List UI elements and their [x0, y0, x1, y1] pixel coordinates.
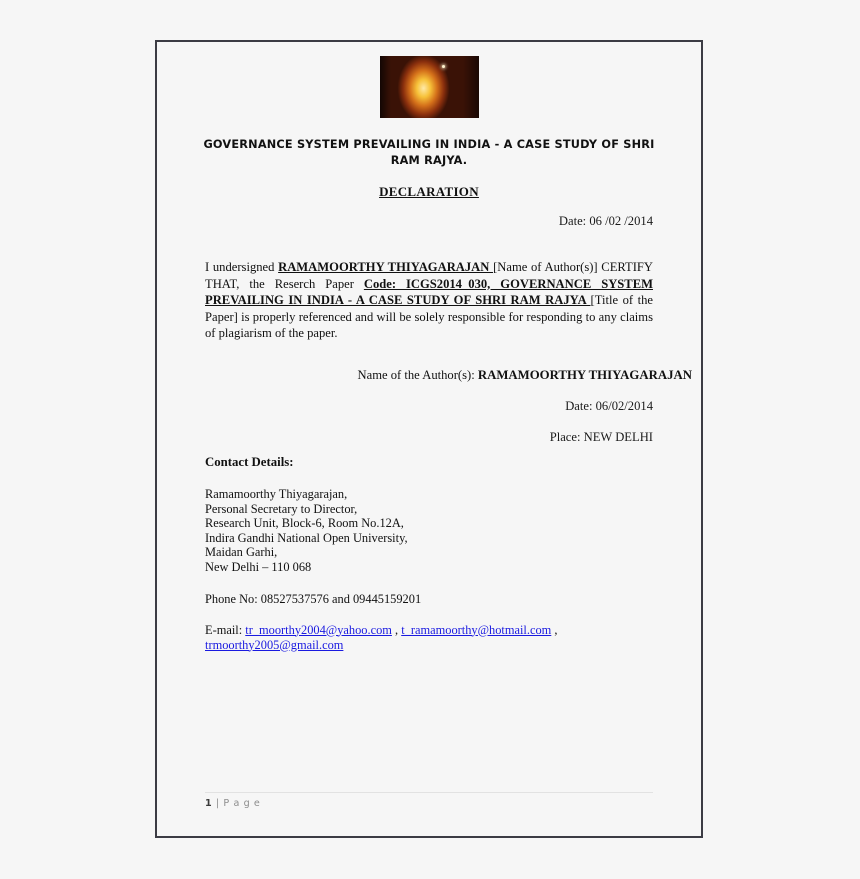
address-line: Ramamoorthy Thiyagarajan,: [205, 486, 348, 501]
footer-page-indicator: [205, 798, 653, 809]
email-label: E-mail:: [205, 622, 246, 637]
email-separator: ,: [391, 622, 402, 637]
contact-email-line: [205, 623, 565, 653]
footer-separator: |: [212, 798, 224, 809]
para-title-marker: [Title of the Paper]: [205, 293, 653, 324]
address-line: New Delhi – 110 068: [205, 559, 312, 574]
photo-highlight: [442, 65, 445, 68]
signature-author-label: Name of the Author(s):: [357, 367, 478, 382]
para-tail: is properly referenced and will be solely responsible for responding to any claims of plagiarism of the paper.: [205, 309, 653, 341]
signature-date: Date: 06/02/2014: [565, 398, 653, 413]
page-title: GOVERNANCE SYSTEM PREVAILING IN INDIA - A CASE STUDY OF SHRI RAM RAJYA.: [203, 138, 655, 167]
footer-page-number: 1: [205, 798, 213, 809]
declaration-label: DECLARATION: [379, 184, 479, 199]
address-line: Indira Gandhi National Open University,: [205, 530, 408, 545]
section-heading-declaration: [166, 184, 692, 200]
signature-place: Place: NEW DELHI: [549, 429, 653, 444]
signature-author: [166, 368, 692, 383]
contact-details-heading: Contact Details:: [205, 454, 294, 469]
para-author-name: RAMAMOORTHY THIYAGARAJAN: [278, 260, 494, 274]
page-footer: [205, 792, 653, 809]
document-page: [155, 40, 703, 838]
address-line: Personal Secretary to Director,: [205, 501, 358, 516]
para-paper-code-title: Code: ICGS2014_030, GOVERNANCE SYSTEM PREVAILING IN INDIA - A CASE STUDY OF SHRI RAM RAJYA: [205, 276, 653, 308]
address-line: Maidan Garhi,: [205, 545, 278, 560]
contact-phone: Phone No: 08527537576 and 09445159201: [205, 591, 422, 606]
email-link-hotmail[interactable]: t_ramamoorthy@hotmail.com: [401, 622, 552, 637]
photo-right-shade: [463, 56, 479, 118]
para-lead: I undersigned: [205, 260, 279, 274]
photo-left-shade: [380, 56, 392, 118]
footer-divider: [205, 792, 653, 793]
header-image-container: [166, 42, 692, 123]
deity-procession-photo: [380, 56, 479, 118]
address-line: Research Unit, Block-6, Room No.12A,: [205, 516, 404, 531]
email-link-yahoo[interactable]: tr_moorthy2004@yahoo.com: [245, 622, 392, 637]
para-after-author: [Name of Author(s)] CERTIFY THAT, the Reserch Paper: [205, 260, 654, 291]
email-link-gmail[interactable]: trmoorthy2005@gmail.com: [205, 637, 344, 652]
declaration-paragraph: [205, 259, 653, 342]
footer-page-word: P a g e: [223, 798, 261, 809]
contact-address-block: [205, 487, 692, 575]
header-date: Date: 06 /02 /2014: [558, 214, 653, 228]
email-separator: ,: [551, 622, 558, 637]
page-content: [157, 42, 701, 836]
signature-author-value: RAMAMOORTHY THIYAGARAJAN: [477, 367, 692, 382]
